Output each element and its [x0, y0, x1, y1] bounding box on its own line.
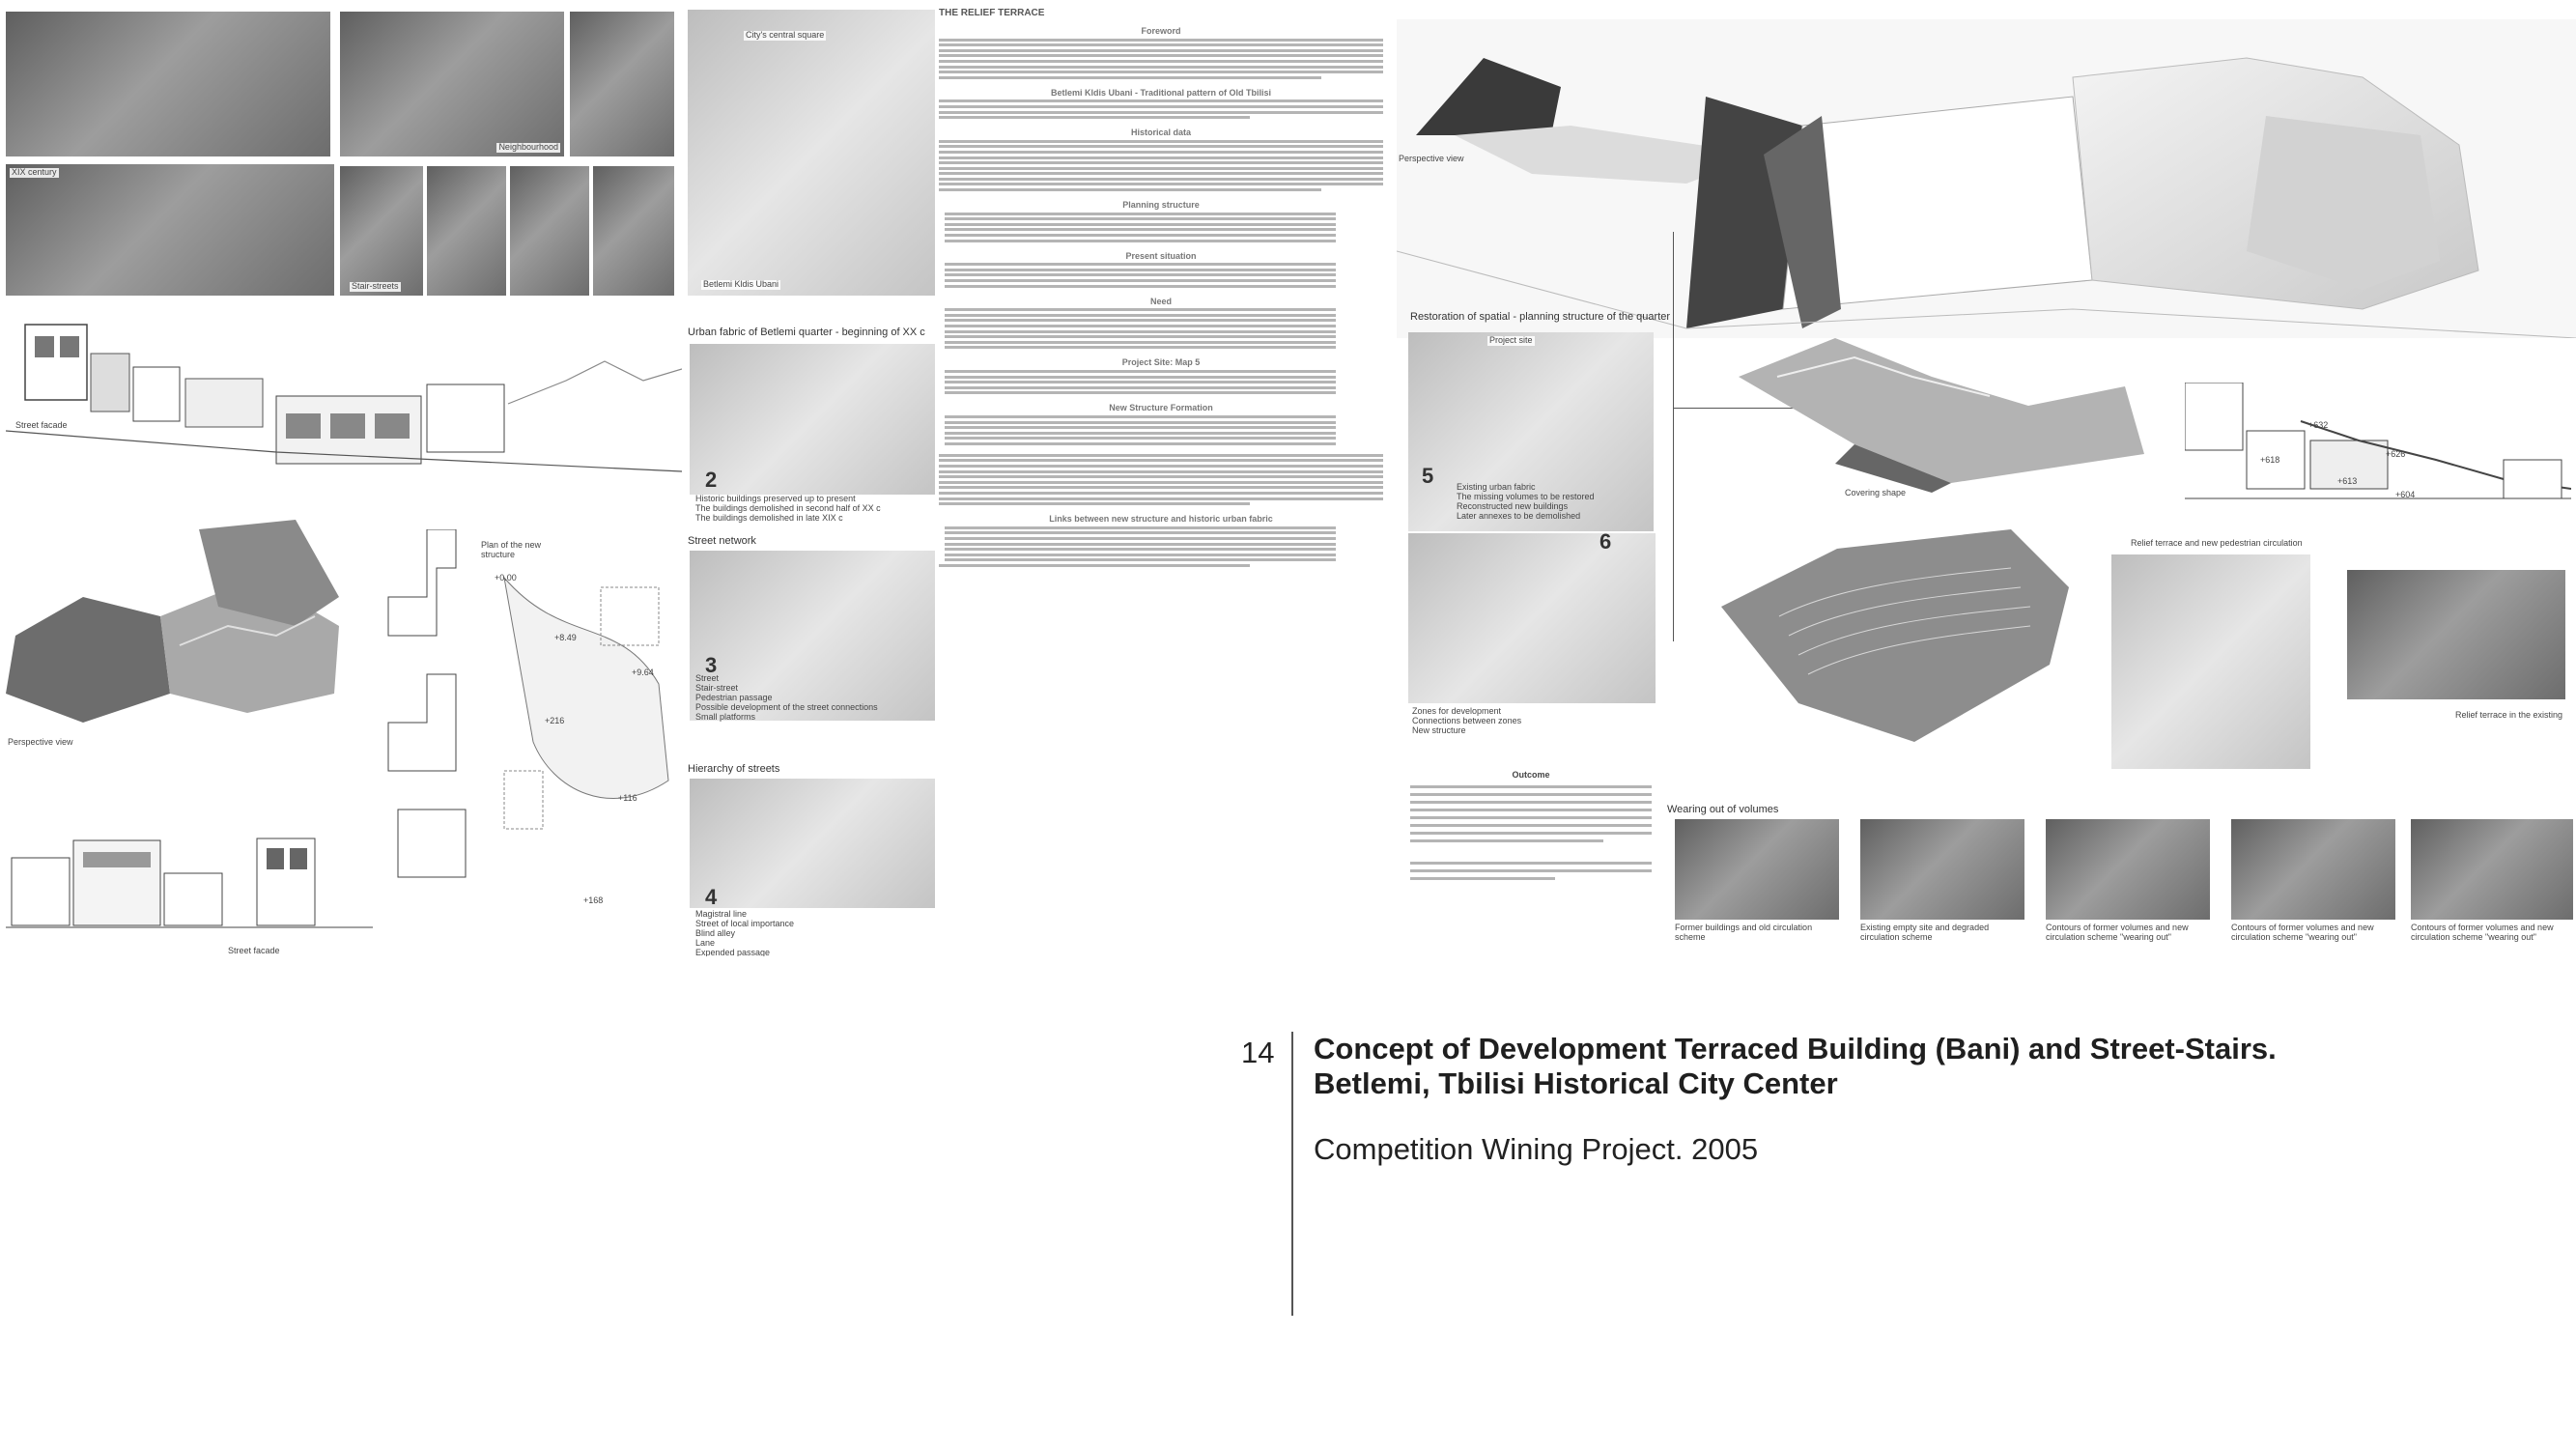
text-section-foreword	[939, 26, 1383, 79]
photo-neighbourhood	[340, 12, 564, 156]
caption-covering-shape: Covering shape	[1845, 488, 1907, 497]
section-heading: Planning structure	[1122, 200, 1200, 211]
text-section-planning-structure	[939, 200, 1383, 242]
section-heading: Betlemi Kldis Ubani - Traditional pattern of Old Tbilisi	[1050, 87, 1272, 98]
section-level-1: +632	[2308, 420, 2329, 430]
map-title-street-network: Street network	[688, 535, 756, 547]
legend-map5-item: Reconstructed new buildings	[1457, 500, 1569, 511]
legend-map-2	[695, 495, 881, 524]
legend-map5-item: The missing volumes to be restored	[1457, 491, 1595, 501]
caption-title-line-1: Concept of Development Terraced Building (Bani) and Street-Stairs.	[1314, 1032, 2277, 1065]
section-heading: Links between new structure and historic urban fabric	[1049, 514, 1273, 525]
map-development-zones	[1408, 533, 1656, 703]
caption-street-facade-top: Street facade	[15, 420, 68, 430]
map-number-5: 5	[1422, 464, 1434, 488]
caption-perspective-view-right: Perspective view	[1399, 154, 1464, 163]
legend-map2-item: The buildings demolished in late XIX c	[695, 512, 843, 523]
level-mark-2: +8.49	[554, 633, 577, 642]
caption-block	[1314, 1032, 2511, 1167]
section-drawing-right	[2185, 383, 2571, 508]
legend-map3-item: Street	[695, 673, 720, 683]
photo-xix-century	[6, 164, 334, 296]
caption-perspective-view-left: Perspective view	[8, 737, 73, 747]
wearing-step-caption: Existing empty site and degraded circulation scheme	[1860, 923, 1990, 942]
section-level-2: +626	[2386, 449, 2406, 459]
legend-map4-item: Lane	[695, 937, 716, 948]
legend-map3-item: Small platforms	[695, 711, 756, 722]
legend-map3-item: Pedestrian passage	[695, 692, 773, 702]
section-level-4: +613	[2337, 476, 2358, 486]
outcome-heading: Outcome	[1512, 770, 1550, 780]
photo-caption-neighbourhood: Neighbourhood	[498, 142, 558, 153]
legend-map6-item: Zones for development	[1412, 706, 1502, 716]
relief-terrace-perspective	[1397, 19, 2576, 338]
text-section-traditional-pattern	[939, 88, 1383, 119]
photo-stair-street-4	[593, 166, 674, 296]
caption-relief-circulation: Relief terrace and new pedestrian circulation	[2131, 538, 2303, 548]
wearing-step-caption: Contours of former volumes and new circulation scheme "wearing out"	[2411, 923, 2554, 942]
caption-plan-new-structure: Plan of the new structure	[481, 540, 542, 559]
legend-map-6	[1412, 707, 1521, 736]
map-number-2: 2	[705, 468, 718, 492]
text-section-new-structure	[939, 403, 1383, 445]
section-heading: Historical data	[1130, 128, 1192, 138]
wearing-step-1	[1675, 819, 1839, 920]
photo-caption-stair-streets: Stair-streets	[352, 281, 399, 292]
wearing-step-3	[2046, 819, 2210, 920]
level-mark-5: +116	[618, 793, 637, 803]
legend-map4-item: Magistral line	[695, 909, 748, 919]
map-caption-kldis-ubani: Betlemi Kldis Ubani	[703, 279, 779, 290]
text-section-present-situation	[939, 251, 1383, 288]
wearing-out-title: Wearing out of volumes	[1667, 804, 1779, 815]
section-heading: Need	[1149, 296, 1172, 306]
text-heading: THE RELIEF TERRACE	[939, 8, 1045, 18]
wearing-step-caption: Contours of former volumes and new circulation scheme "wearing out"	[2231, 923, 2374, 942]
section-level-3: +618	[2260, 455, 2280, 465]
level-mark-6: +168	[583, 895, 604, 905]
level-mark-1: +0.00	[495, 573, 517, 582]
text-section-need	[939, 297, 1383, 350]
photo-stair-street-2	[427, 166, 506, 296]
legend-map2-item: The buildings demolished in second half of XX c	[695, 502, 881, 513]
legend-map5-item: Existing urban fabric	[1457, 482, 1536, 492]
outcome-block	[1410, 771, 1652, 885]
level-mark-4: +216	[545, 716, 565, 725]
map-hierarchy	[690, 779, 935, 908]
wearing-out-steps	[1667, 781, 2575, 951]
legend-map4-item: Street of local importance	[695, 918, 795, 928]
text-section-body	[939, 454, 1383, 505]
leader-line-vertical	[1673, 232, 1674, 641]
text-column	[939, 8, 1383, 945]
street-facade-drawing	[6, 307, 682, 500]
covering-shape-model	[1739, 338, 2144, 493]
photo-caption-xix-century: XIX century	[12, 167, 57, 177]
photo-street-view	[570, 12, 674, 156]
map-urban-fabric	[690, 344, 935, 495]
figure-number: 14	[1241, 1036, 1275, 1069]
wearing-step-caption: Contours of former volumes and new circulation scheme "wearing out"	[2046, 923, 2189, 942]
text-section-project-site	[939, 357, 1383, 394]
legend-map-5	[1457, 483, 1595, 522]
legend-map5-item: Later annexes to be demolished	[1457, 510, 1581, 521]
photo-old-city-church	[6, 12, 330, 156]
model-relief-existing	[2347, 570, 2565, 699]
plan-new-structure	[369, 529, 688, 925]
caption-subtitle: Competition Wining Project. 2005	[1314, 1132, 1759, 1166]
street-facade-lower-drawing	[6, 819, 373, 945]
caption-street-facade-bottom: Street facade	[228, 946, 280, 955]
map-number-3: 3	[705, 653, 718, 677]
relief-terrain-model	[1721, 529, 2069, 742]
caption-relief-existing: Relief terrace in the existing	[2455, 710, 2563, 720]
legend-map3-item: Stair-street	[695, 682, 739, 693]
legend-map4-item: Expended passage	[695, 947, 771, 956]
legend-map-3	[695, 674, 878, 722]
photo-stair-street-3	[510, 166, 589, 296]
restoration-title: Restoration of spatial - planning structure of the quarter	[1410, 311, 1671, 323]
text-section-links	[939, 514, 1383, 567]
wearing-step-4	[2231, 819, 2395, 920]
legend-map6-item: New structure	[1412, 724, 1466, 735]
section-heading: Present situation	[1125, 250, 1197, 261]
legend-map6-item: Connections between zones	[1412, 715, 1522, 725]
map-relief-circulation	[2111, 554, 2310, 769]
map-caption-project-site: Project site	[1489, 335, 1533, 345]
wearing-step-2	[1860, 819, 2024, 920]
section-heading: Project Site: Map 5	[1121, 357, 1201, 368]
section-heading: Foreword	[1141, 26, 1181, 36]
legend-map4-item: Blind alley	[695, 927, 736, 938]
level-mark-3: +9.64	[632, 668, 654, 677]
caption-divider	[1291, 1032, 1293, 1316]
map-caption-central-square: City's central square	[746, 30, 825, 40]
map-title-urban-fabric: Urban fabric of Betlemi quarter - beginning of XX c	[688, 327, 925, 338]
wearing-step-caption: Former buildings and old circulation scheme	[1675, 923, 1813, 942]
map-number-6: 6	[1599, 529, 1612, 554]
caption-title-line-2: Betlemi, Tbilisi Historical City Center	[1314, 1066, 1838, 1100]
section-level-5: +604	[2395, 490, 2416, 499]
wearing-step-5	[2411, 819, 2573, 920]
legend-map3-item: Possible development of the street connections	[695, 701, 878, 712]
section-heading: New Structure Formation	[1109, 403, 1213, 413]
legend-map2-item: Historic buildings preserved up to present	[695, 494, 856, 503]
text-section-historical-data	[939, 128, 1383, 191]
map-old-city	[688, 10, 935, 296]
legend-map-4	[695, 910, 794, 956]
map-title-hierarchy: Hierarchy of streets	[688, 763, 780, 775]
perspective-view-model-left	[6, 520, 344, 742]
photo-stair-street-1	[340, 166, 423, 296]
map-number-4: 4	[705, 885, 718, 909]
